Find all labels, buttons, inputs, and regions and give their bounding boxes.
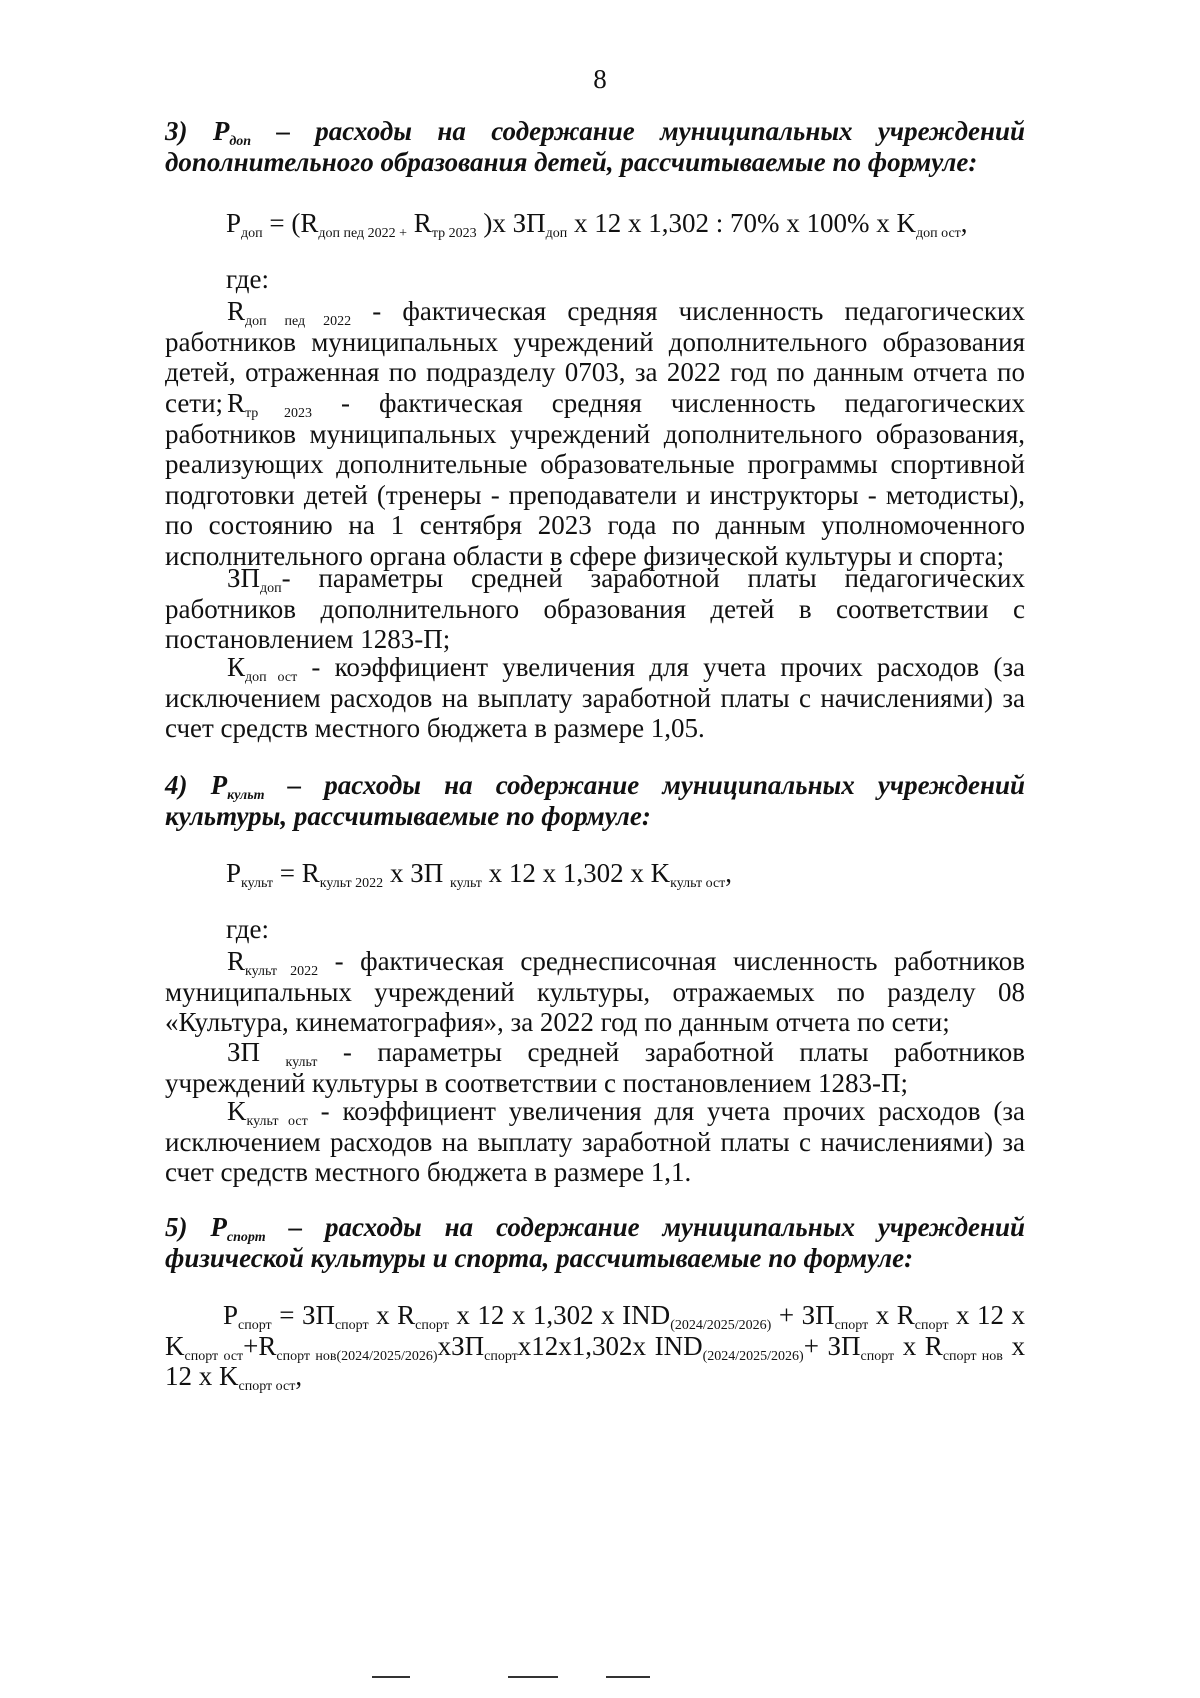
definition-zpkult: ЗП $_{культ}$ - параметры средней заработной платы работников учреждений культуры в соответствии с постановлением 1283-П;	[165, 1037, 1026, 1098]
section-4-formula	[226, 858, 732, 889]
page-number: 8	[593, 64, 607, 94]
formula-text: $Р_{культ} = R_{культ 2022}$ х ЗП $_{культ}$ х 12 х 1,302 х $K_{культ ост}$,	[226, 858, 733, 891]
definition-kdop: $К_{доп ост}$ - коэффициент увеличения для учета прочих расходов (за исключением расходов на выплату заработной платы с начислениями) за счет средств местного бюджета в размере 1,05.	[165, 652, 1025, 743]
section-3-where: где:	[226, 264, 269, 294]
section-5-heading-text: – расходы на содержание муниципальных учреждений физической культуры и спорта, рассчитываемые по формуле:	[165, 1212, 1025, 1273]
section-5-heading	[165, 1212, 1025, 1273]
definition-kkult: $K_{культ ост}$ - коэффициент увеличения для учета прочих расходов (за исключением расходов на выплату заработной платы с начислениями) за счет средств местного бюджета в размере 1,1.	[165, 1096, 1025, 1187]
definition-rkult: $R_{культ 2022}$ - фактическая среднесписочная численность работников муниципальных учреждений культуры, отражаемых по разделу 08 «Культура, кинематография», за 2022 год по данным отчета по сети;	[165, 946, 1025, 1037]
section-3-formula	[226, 208, 968, 239]
bottom-rule	[508, 1676, 558, 1678]
definition-rdop: $R_{доп пед 2022}$ - фактическая средняя численность педагогических работников муниципальных учреждений дополнительного образования детей, отраженная по подразделу 0703, за 2022 год по данным отчета по сети;	[165, 296, 1025, 418]
section-4-heading-sub: культ	[227, 788, 265, 803]
section-4-heading	[165, 770, 1025, 831]
definition-rtr: $R_{тр 2023}$ - фактическая средняя численность педагогических работников муниципальных учреждений дополнительного образования, реализующих дополнительные образовательные программы спортивной подготовки детей (тренеры - преподаватели и инструкторы - методисты), по состоянию на 1 сентября 2023 года по данным уполномоченного исполнительного органа области в сфере физической культуры и спорта;	[165, 388, 1025, 571]
bottom-rule	[606, 1676, 650, 1678]
section-3-heading-lead: 3) Р	[165, 116, 230, 146]
section-3-heading	[165, 116, 1025, 177]
section-3-heading-sub: доп	[229, 134, 252, 149]
definition-zpdop: $ЗП_{доп}-$ параметры средней заработной платы педагогических работников дополнительного образования детей в соответствии с постановлением 1283-П;	[165, 563, 1025, 654]
section-5-formula: $Р_{спорт} = ЗП_{спорт}$ х $R_{спорт}$ х 12 х 1,302 х $IND_{(2024/2025/2026)} + ЗП_{спорт}$ х $R_{спорт}$ х 12 х $K_{спорт ост}+R_{спорт нов(2024/2025/2026)}хЗП_{спорт}х12х1,302х$ $IND_{(2024/2025/2026)}+ ЗП_{спорт}$ х $R_{спорт нов}$ х 12 х $K_{спорт ост}$,	[165, 1300, 1025, 1394]
section-5-heading-sub: спорт	[226, 1230, 266, 1245]
section-4-heading-lead: 4) Р	[165, 770, 228, 800]
formula-text: $Р_{доп} = (R_{доп пед 2022 +}$ $R_{тр 2023}$ )х $ЗП_{доп}$ х 12 х 1,302 : 70% х 100% х $K_{доп ост}$,	[226, 208, 968, 241]
section-4-heading-text: – расходы на содержание муниципальных учреждений культуры, рассчитываемые по формуле:	[165, 770, 1025, 831]
bottom-rule	[372, 1676, 410, 1678]
section-5-heading-lead: 5) Р	[165, 1212, 227, 1242]
section-4-where: где:	[226, 914, 269, 944]
section-3-heading-text: – расходы на содержание муниципальных учреждений дополнительного образования детей, рассчитываемые по формуле:	[165, 116, 1025, 177]
